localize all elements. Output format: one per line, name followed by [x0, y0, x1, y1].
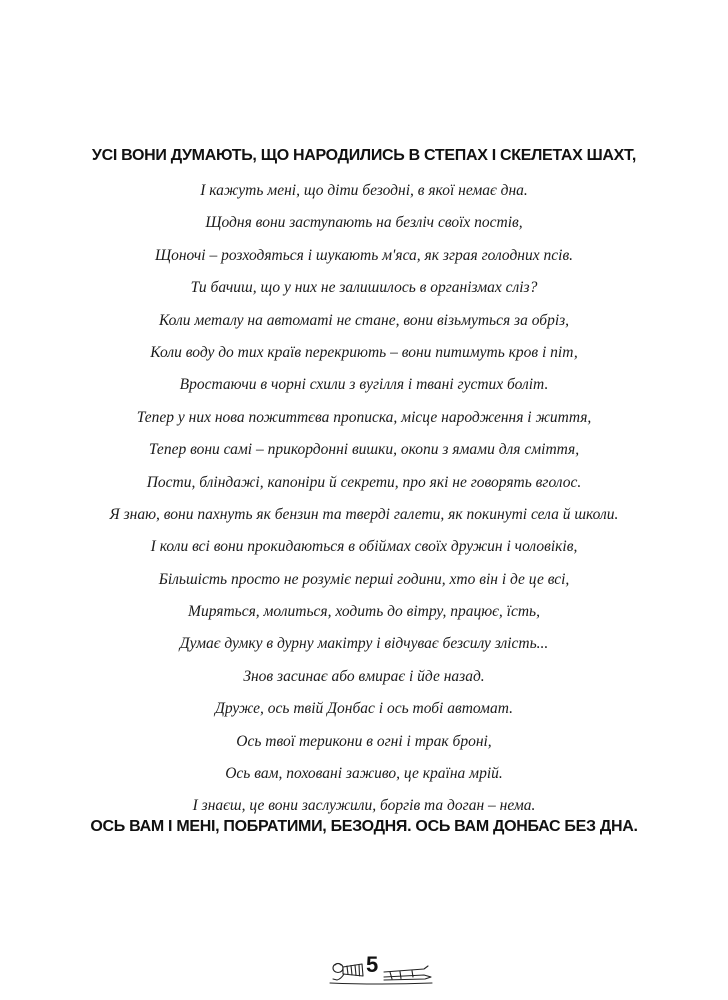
poem-line: Друже, ось твій Донбас і ось тобі автомат.: [215, 700, 513, 718]
poem-line: Вростаючи в чорні схили з вугілля і твані густих боліт.: [179, 376, 549, 394]
poem-line: Ось твої терикони в огні і трак броні,: [236, 732, 492, 750]
poem-line: Тепер вони самі – прикордонні вишки, окопи з ямами для сміття,: [148, 441, 580, 459]
poem-opening-heading: УСІ ВОНИ ДУМАЮТЬ, ЩО НАРОДИЛИСЬ В СТЕПАХ І СКЕЛЕТАХ ШАХТ,: [91, 147, 637, 164]
poem-line: Пости, бліндажі, капоніри й секрети, про які не говорять вголос.: [146, 473, 582, 491]
lying-figure-doodle-icon: [328, 952, 434, 986]
poem-line: І коли всі вони прокидаються в обіймах своїх дружин і чоловіків,: [150, 538, 578, 556]
poem-line: Ти бачиш, що у них не залишилось в організмах сліз?: [190, 279, 538, 297]
poem-line: Коли воду до тих країв перекриють – вони питимуть кров і піт,: [150, 343, 578, 361]
poem-closing-heading: ОСЬ ВАМ І МЕНІ, ПОБРАТИМИ, БЕЗОДНЯ. ОСЬ ВАМ ДОНБАС БЕЗ ДНА.: [90, 818, 638, 835]
page-footer: [328, 952, 434, 986]
poem-body: [0, 175, 728, 823]
poem-line: Думає думку в дурну макітру і відчуває безсилу злість...: [179, 635, 549, 653]
poem-line: Щодня вони заступають на безліч своїх постів,: [205, 214, 523, 232]
page-number: 5: [366, 952, 379, 977]
poem-line: Щоночі – розходяться і шукають м'яса, як зграя голодних псів.: [154, 246, 574, 264]
poem-line: Знов засинає або вмирає і йде назад.: [243, 667, 485, 685]
poem-line: І кажуть мені, що діти безодні, в якої немає дна.: [200, 182, 528, 199]
poem-line: Миряться, молиться, ходить до вітру, працює, їсть,: [188, 603, 540, 621]
poem-line: І знаєш, це вони заслужили, боргів та доган – нема.: [192, 797, 536, 815]
poem-line: Тепер у них нова пожиттєва прописка, місце народження і життя,: [136, 408, 592, 426]
poem-line: Коли металу на автоматі не стане, вони візьмуться за обріз,: [158, 311, 570, 329]
poem-line: Більшість просто не розуміє перші години, хто він і де це всі,: [158, 570, 570, 588]
poem-line: Я знаю, вони пахнуть як бензин та тверді галети, як покинуті села й школи.: [109, 505, 619, 523]
poem-line: Ось вам, поховані заживо, це країна мрій.: [225, 765, 503, 783]
